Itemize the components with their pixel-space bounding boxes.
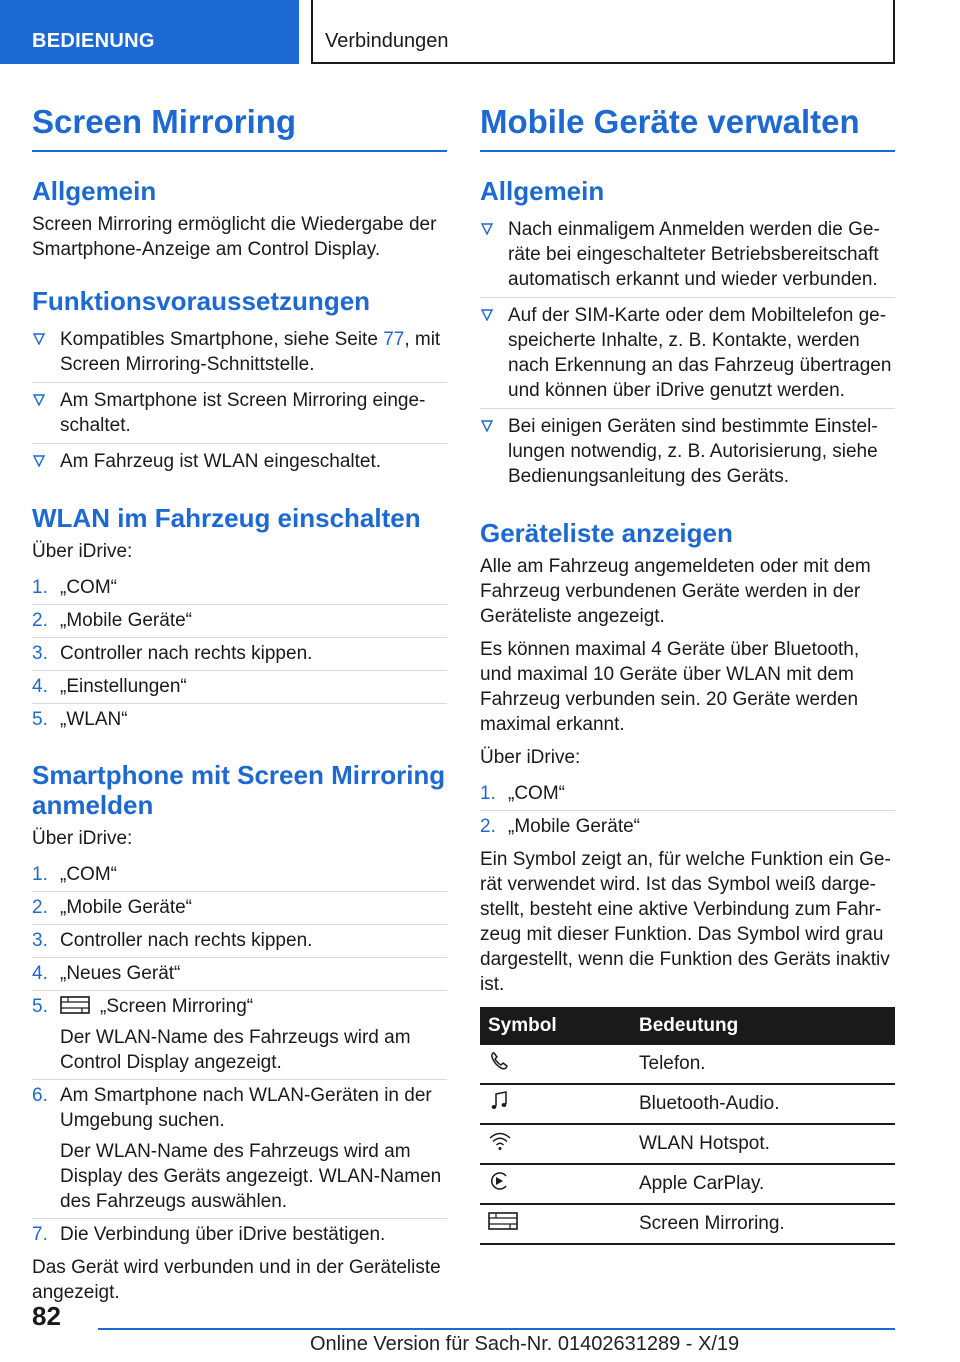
list-item (32, 383, 447, 444)
list-item (32, 322, 447, 383)
register-intro: Über iDrive: (32, 828, 133, 849)
step-number: 5. (32, 709, 48, 730)
header-chapter-label: Verbindungen (311, 0, 895, 64)
table-cell-meaning: Apple CarPlay. (631, 1164, 895, 1204)
step-number: 7. (32, 1224, 48, 1245)
step-text: Controller nach rechts kippen. (60, 643, 313, 664)
list-item (32, 1080, 447, 1219)
list-item (480, 212, 895, 298)
step-number: 1. (32, 864, 48, 885)
device-list-p3: Ein Symbol zeigt an, für welche Funktion ein Gerät verwendet wird. Ist das Symbol weiß dargestellt, besteht eine aktive Verbindung zum Fahrzeug mit dieser Funktion. Das Symbol wird grau dargestellt, wenn die Funktion des Geräts inaktiv ist. (480, 849, 891, 995)
music-note-icon (488, 1090, 510, 1112)
table-cell-icon (480, 1204, 631, 1244)
step-number: 1. (32, 577, 48, 598)
list-item (32, 925, 447, 958)
step-text: „Mobile Geräte“ (60, 610, 192, 631)
carplay-icon (488, 1170, 510, 1192)
left-column (32, 104, 447, 1313)
heading-allgemein-left: Allgemein (32, 176, 157, 206)
step-number: 1. (480, 783, 496, 804)
screen-mirroring-icon (60, 995, 90, 1015)
list-item-text: Auf der SIM-Karte oder dem Mobiltelefon gespeicherte Inhalte, z. B. Kontakte, werden nach Erkennung an das Fahrzeug übertragen und können über iDrive genutzt werden. (508, 305, 892, 401)
footer-divider (98, 1328, 895, 1330)
list-item (480, 409, 895, 494)
phone-icon (488, 1050, 510, 1072)
list-item-text: Am Smartphone ist Screen Mirroring eingeschaltet. (60, 390, 426, 436)
list-item-text: Nach einmaligem Anmelden werden die Geräte bei eingeschalteter Betriebsbereitschaft automatisch erkannt und wieder verbunden. (508, 219, 880, 290)
step-text: Die Verbindung über iDrive bestätigen. (60, 1224, 386, 1245)
bullet-triangle-icon (481, 309, 493, 321)
table-header-row (480, 1007, 895, 1045)
step-text: „Neues Gerät“ (60, 963, 181, 984)
step-text: „Screen Mirroring“ (100, 996, 254, 1017)
list-item (480, 811, 895, 843)
header-section-label: BEDIENUNG (0, 0, 299, 64)
step-number: 2. (480, 816, 496, 837)
step-text: „COM“ (60, 577, 117, 598)
table-cell-icon (480, 1124, 631, 1164)
general-list (480, 212, 895, 494)
list-item (32, 444, 447, 479)
step-number: 3. (32, 643, 48, 664)
table-row (480, 1124, 895, 1164)
list-item (32, 991, 447, 1080)
table-header-symbol: Symbol (480, 1007, 631, 1045)
step-text: „Mobile Geräte“ (60, 897, 192, 918)
step-text: „COM“ (508, 783, 565, 804)
step-number: 5. (32, 996, 48, 1017)
list-item (32, 1219, 447, 1251)
general-text: Screen Mirroring ermöglicht die Wiedergabe der Smartphone-Anzeige am Control Display. (32, 214, 437, 260)
list-item (32, 892, 447, 925)
bullet-triangle-icon (33, 394, 45, 406)
step-number: 2. (32, 610, 48, 631)
table-cell-meaning: Bluetooth-Audio. (631, 1084, 895, 1124)
list-item-text: , mit Screen Mirroring-Schnittstelle. (60, 329, 441, 375)
step-text: „Einstellungen“ (60, 676, 187, 697)
requirements-list (32, 322, 447, 479)
heading-device-list: Geräteliste anzeigen (480, 518, 733, 548)
wlan-steps (32, 572, 447, 736)
wlan-intro: Über iDrive: (32, 541, 133, 562)
page-link-77[interactable]: 77 (383, 329, 405, 350)
table-cell-meaning: Telefon. (631, 1045, 895, 1084)
table-cell-icon (480, 1084, 631, 1124)
step-number: 6. (32, 1085, 48, 1106)
list-item (32, 605, 447, 638)
step-text: Am Smartphone nach WLAN-Geräten in der Umgebung suchen. (60, 1085, 432, 1131)
heading-allgemein-right: Allgemein (480, 176, 605, 206)
step-number: 3. (32, 930, 48, 951)
symbol-table (480, 1007, 895, 1245)
table-cell-icon (480, 1164, 631, 1204)
step-number: 2. (32, 897, 48, 918)
footer-version-text: Online Version für Sach-Nr. 01402631289 - X/19 (310, 1333, 740, 1355)
list-item (480, 298, 895, 409)
register-steps (32, 859, 447, 1251)
page-number: 82 (32, 1301, 61, 1331)
device-list-p1: Alle am Fahrzeug angemeldeten oder mit dem Fahrzeug verbundenen Geräte werden in der Geräteliste angezeigt. (480, 556, 871, 627)
bullet-triangle-icon (481, 420, 493, 432)
table-header-meaning: Bedeutung (631, 1007, 895, 1045)
table-cell-meaning: Screen Mirroring. (631, 1204, 895, 1244)
page-title-mobile-devices: Mobile Geräte verwalten (480, 104, 895, 152)
bullet-triangle-icon (33, 333, 45, 345)
heading-requirements: Funktionsvoraussetzungen (32, 286, 371, 316)
step-number: 4. (32, 676, 48, 697)
table-cell-icon (480, 1045, 631, 1084)
step-text: „COM“ (60, 864, 117, 885)
table-row (480, 1084, 895, 1124)
list-item-text: Kompatibles Smartphone, siehe Seite (60, 329, 384, 350)
list-item-text: Bei einigen Geräten sind bestimmte Einstellungen notwendig, z. B. Autorisierung, siehe Bedienungsanleitung des Geräts. (508, 416, 878, 487)
table-cell-meaning: WLAN Hotspot. (631, 1124, 895, 1164)
step-subtext: Der WLAN-Name des Fahrzeugs wird am Display des Geräts angezeigt. WLAN-Namen des Fahrzeugs auswählen. (60, 1141, 442, 1212)
list-item (32, 704, 447, 736)
device-list-intro: Über iDrive: (480, 747, 581, 768)
list-item (32, 638, 447, 671)
step-text: „WLAN“ (60, 709, 128, 730)
list-item (32, 671, 447, 704)
bullet-triangle-icon (481, 223, 493, 235)
heading-register: Smartphone mit Screen Mirroring anmelden (32, 760, 446, 820)
right-column (480, 104, 895, 1245)
step-number: 4. (32, 963, 48, 984)
register-outro: Das Gerät wird verbunden und in der Geräteliste angezeigt. (32, 1257, 441, 1303)
step-text: Controller nach rechts kippen. (60, 930, 313, 951)
table-row (480, 1164, 895, 1204)
device-list-steps (480, 778, 895, 843)
table-row (480, 1045, 895, 1084)
step-text: „Mobile Geräte“ (508, 816, 640, 837)
list-item-text: Am Fahrzeug ist WLAN eingeschaltet. (60, 451, 382, 472)
device-list-p2: Es können maximal 4 Geräte über Bluetooth, und maximal 10 Geräte über WLAN mit dem Fahrzeug verbunden sein. 20 Geräte werden maximal erkannt. (480, 639, 860, 735)
heading-wlan: WLAN im Fahrzeug einschalten (32, 503, 421, 533)
list-item (32, 859, 447, 892)
list-item (32, 572, 447, 605)
page-title-screen-mirroring: Screen Mirroring (32, 104, 447, 152)
step-subtext: Der WLAN-Name des Fahrzeugs wird am Control Display angezeigt. (60, 1027, 411, 1073)
wifi-icon (488, 1130, 512, 1152)
screen-mirroring-icon (488, 1211, 518, 1231)
list-item (32, 958, 447, 991)
table-row (480, 1204, 895, 1244)
bullet-triangle-icon (33, 455, 45, 467)
list-item (480, 778, 895, 811)
